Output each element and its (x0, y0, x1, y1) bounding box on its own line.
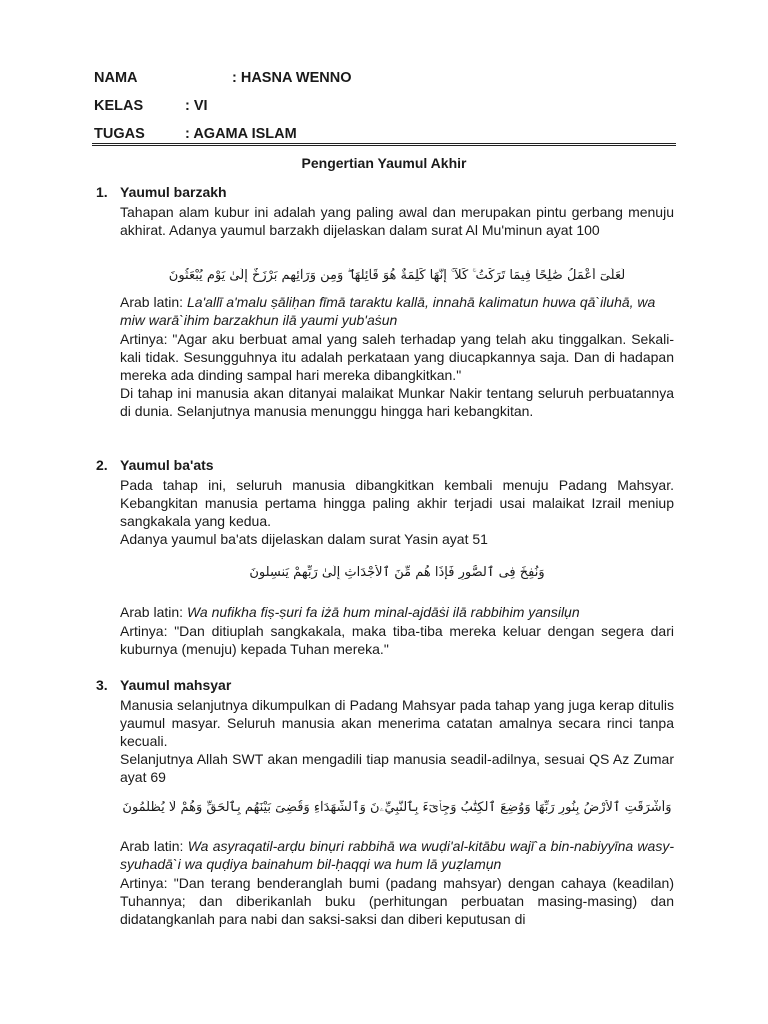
section-3-arabic: وَأَشْرَقَتِ ٱلْأَرْضُ بِنُورِ رَبِّهَا وَوُضِعَ ٱلْكِتَٰبُ وَجِا۟ىٓءَ بِٱلنَّبِيِّۦنَ وَٱلشُّهَدَآءِ وَقُضِىَ بَيْنَهُم بِٱلْحَقِّ وَهُمْ لَا يُظْلَمُونَ (122, 800, 672, 815)
section-2-arabic: وَنُفِخَ فِى ٱلصُّورِ فَإِذَا هُم مِّنَ ٱلْأَجْدَاثِ إِلَىٰ رَبِّهِمْ يَنسِلُونَ (249, 565, 545, 580)
section-2-translation: Artinya: "Dan ditiuplah sangkakala, maka tiba-tiba mereka keluar dengan segera dari kuburnya (menuju) kepada Tuhan mereka." (120, 623, 674, 657)
nama-value: : HASNA WENNO (232, 70, 352, 86)
section-1-translation: Artinya: "Agar aku berbuat amal yang saleh terhadap yang telah aku tinggalkan. Sekali-kali tidak. Sesungguhnya itu adalah perkataan yang diucapkannya saja. Dan di hadapan mereka ada dinding sampal hari mereka dibangkitkan." (120, 331, 674, 383)
section-2-title: Yaumul ba'ats (120, 457, 214, 473)
page-title: Pengertian Yaumul Akhir (301, 155, 467, 171)
section-3-latin-label: Arab latin: (120, 838, 184, 854)
section-3-intro2: Selanjutnya Allah SWT akan mengadili tiap manusia seadil-adilnya, sesuai QS Az Zumar ayat 69 (120, 751, 674, 785)
section-3-title: Yaumul mahsyar (120, 677, 232, 693)
section-3-translation: Artinya: "Dan terang benderanglah bumi (padang mahsyar) dengan cahaya (keadilan) Tuhannya; dan diberikanlah buku (perhitungan perbuatan masing-masing) dan didatangkanlah para nabi dan saksi-saksi dan diberi keputusan di (120, 875, 674, 927)
section-3-heading (96, 677, 231, 693)
section-2-number: 2. (96, 457, 108, 473)
section-1-arabic: لَعَلِّىٓ أَعْمَلُ صَٰلِحًا فِيمَا تَرَكْتُ ۚ كَلَّآ ۚ إِنَّهَا كَلِمَةٌ هُوَ قَآئِلُهَا ۖ وَمِن وَرَآئِهِم بَرْزَخٌ إِلَىٰ يَوْمِ يُبْعَثُونَ (168, 268, 626, 283)
section-2-heading (96, 457, 214, 473)
section-1-number: 1. (96, 184, 108, 200)
section-1-latin-label: Arab latin: (120, 294, 184, 310)
header-divider (92, 143, 676, 144)
section-3-latin (120, 837, 674, 873)
header-divider-2 (92, 145, 676, 146)
section-1-title: Yaumul barzakh (120, 184, 227, 200)
section-3-latin-text: Wa asyraqatil-arḍu binụri rabbihā wa wuḍi'al-kitābu wajī`a bin-nabiyyīna wasy-syuhadā`i wa quḍiya bainahum bil-ḥaqqi wa hum lā yuẓlamụn (120, 838, 674, 872)
section-2-latin (120, 603, 674, 621)
section-1-latin-text: La'allī a'malu ṣāliḥan fīmā taraktu kallā, innahā kalimatun huwa qā`iluhā, wa miw warā`ihim barzakhun ilā yaumi yub'aṡun (120, 294, 656, 328)
section-1-intro: Tahapan alam kubur ini adalah yang paling awal dan merupakan pintu gerbang menuju akhirat. Adanya yaumul barzakh dijelaskan dalam surat Al Mu'minun ayat 100 (120, 204, 674, 238)
tugas-label: TUGAS (94, 126, 145, 142)
section-2-intro2: Adanya yaumul ba'ats dijelaskan dalam surat Yasin ayat 51 (120, 531, 488, 547)
tugas-value: : AGAMA ISLAM (185, 126, 297, 142)
kelas-value: : VI (185, 98, 208, 114)
section-2-latin-text: Wa nufikha fiṣ-ṣuri fa iżā hum minal-ajdāṡi ilā rabbihim yansilụn (186, 604, 580, 620)
section-2-latin-label: Arab latin: (120, 604, 184, 620)
header-nama (94, 70, 352, 86)
nama-label: NAMA (94, 70, 138, 86)
section-1-latin (120, 293, 674, 329)
header-kelas (94, 98, 208, 114)
section-1-heading (96, 184, 227, 200)
section-2-intro: Pada tahap ini, seluruh manusia dibangkitkan kembali menuju Padang Mahsyar. Kebangkitan manusia pertama hingga paling akhir terjadi usai malaikat Izrail meniup sangkakala yang kedua. (120, 477, 674, 529)
section-3-intro: Manusia selanjutnya dikumpulkan di Padang Mahsyar pada tahap yang juga kerap ditulis yaumul masyar. Seluruh manusia akan menerima catatan amalnya secara rinci tanpa kecuali. (120, 697, 674, 749)
section-1-extra: Di tahap ini manusia akan ditanyai malaikat Munkar Nakir tentang seluruh perbuatannya di dunia. Selanjutnya manusia menunggu hingga hari kebangkitan. (120, 385, 674, 419)
section-3-number: 3. (96, 677, 108, 693)
kelas-label: KELAS (94, 98, 144, 114)
header-tugas (94, 126, 297, 142)
